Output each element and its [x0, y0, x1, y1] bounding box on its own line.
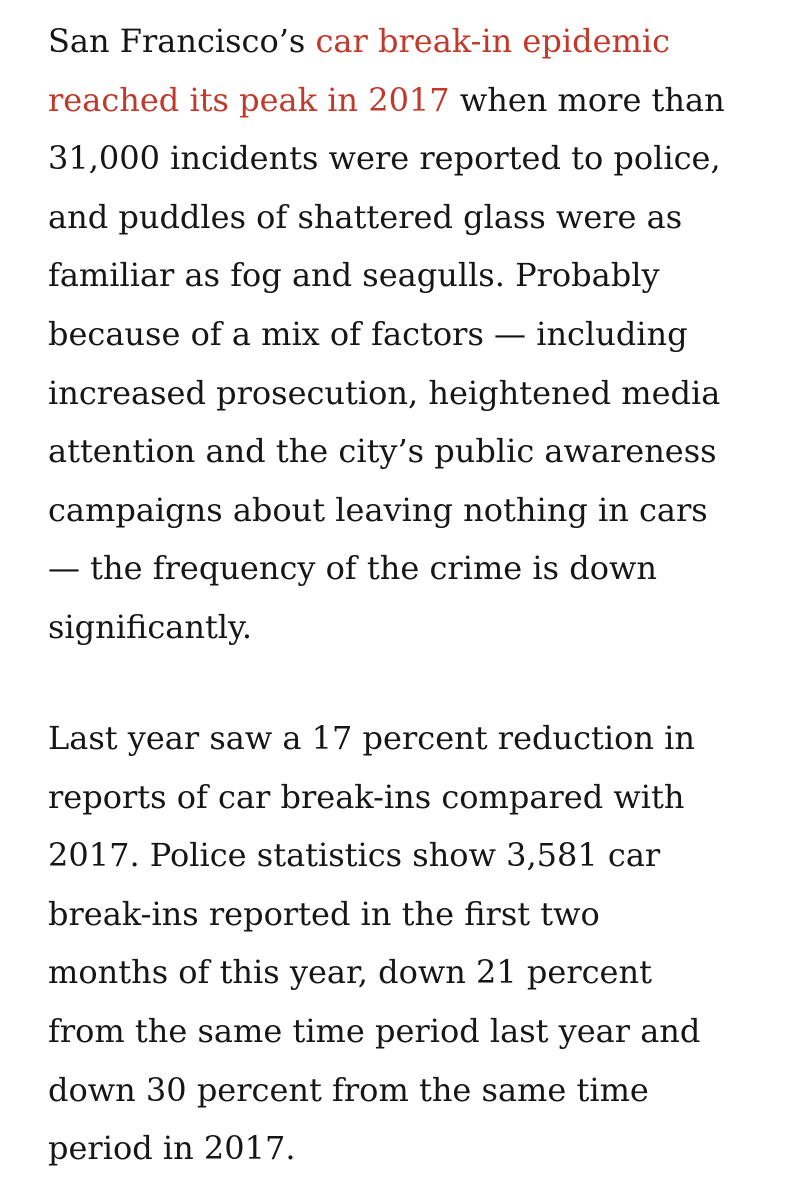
text-line: [48, 246, 725, 305]
text-line: [48, 71, 725, 130]
text-line: [48, 305, 725, 364]
text-line: [48, 539, 725, 598]
text-span: familiar as fog and seagulls. Probably: [48, 256, 660, 295]
text-span: attention and the city’s public awareness: [48, 432, 717, 471]
text-span: period in 2017.: [48, 1129, 296, 1168]
text-span: when more than: [449, 80, 725, 119]
text-line: [48, 422, 725, 481]
text-line: [48, 1061, 700, 1120]
text-span: because of a mix of factors — including: [48, 314, 688, 353]
text-line: [48, 885, 700, 944]
text-span: 2017. Police statistics show 3,581 car: [48, 836, 661, 875]
text-span: — the frequency of the crime is down: [48, 549, 657, 588]
text-span: 31,000 incidents were reported to police,: [48, 139, 721, 178]
inline-link[interactable]: reached its peak in 2017: [48, 80, 450, 119]
text-line: [48, 129, 725, 188]
paragraph-1: [48, 12, 725, 657]
text-span: from the same time period last year and: [48, 1011, 701, 1050]
text-span: down 30 percent from the same time: [48, 1070, 649, 1109]
text-line: [48, 188, 725, 247]
text-line: [48, 943, 700, 1002]
text-span: increased prosecution, heightened media: [48, 373, 721, 412]
text-line: [48, 1002, 700, 1061]
text-span: significantly.: [48, 607, 253, 646]
text-line: [48, 364, 725, 423]
inline-link[interactable]: car break-in epidemic: [315, 22, 670, 60]
text-span: Last year saw a 17 percent reduction in: [48, 719, 695, 757]
text-span: and puddles of shattered glass were as: [48, 197, 683, 236]
text-span: break-ins reported in the first two: [48, 894, 600, 933]
text-line: [48, 768, 700, 827]
text-span: San Francisco’s: [48, 22, 316, 60]
text-line: [48, 709, 700, 768]
text-span: campaigns about leaving nothing in cars: [48, 490, 708, 529]
text-span: reports of car break-ins compared with: [48, 777, 685, 816]
paragraph-2: [48, 709, 700, 1178]
text-line: [48, 826, 700, 885]
text-line: [48, 1119, 700, 1178]
text-line: [48, 481, 725, 540]
text-span: months of this year, down 21 percent: [48, 953, 652, 992]
text-line: [48, 598, 725, 657]
text-line: [48, 12, 725, 71]
